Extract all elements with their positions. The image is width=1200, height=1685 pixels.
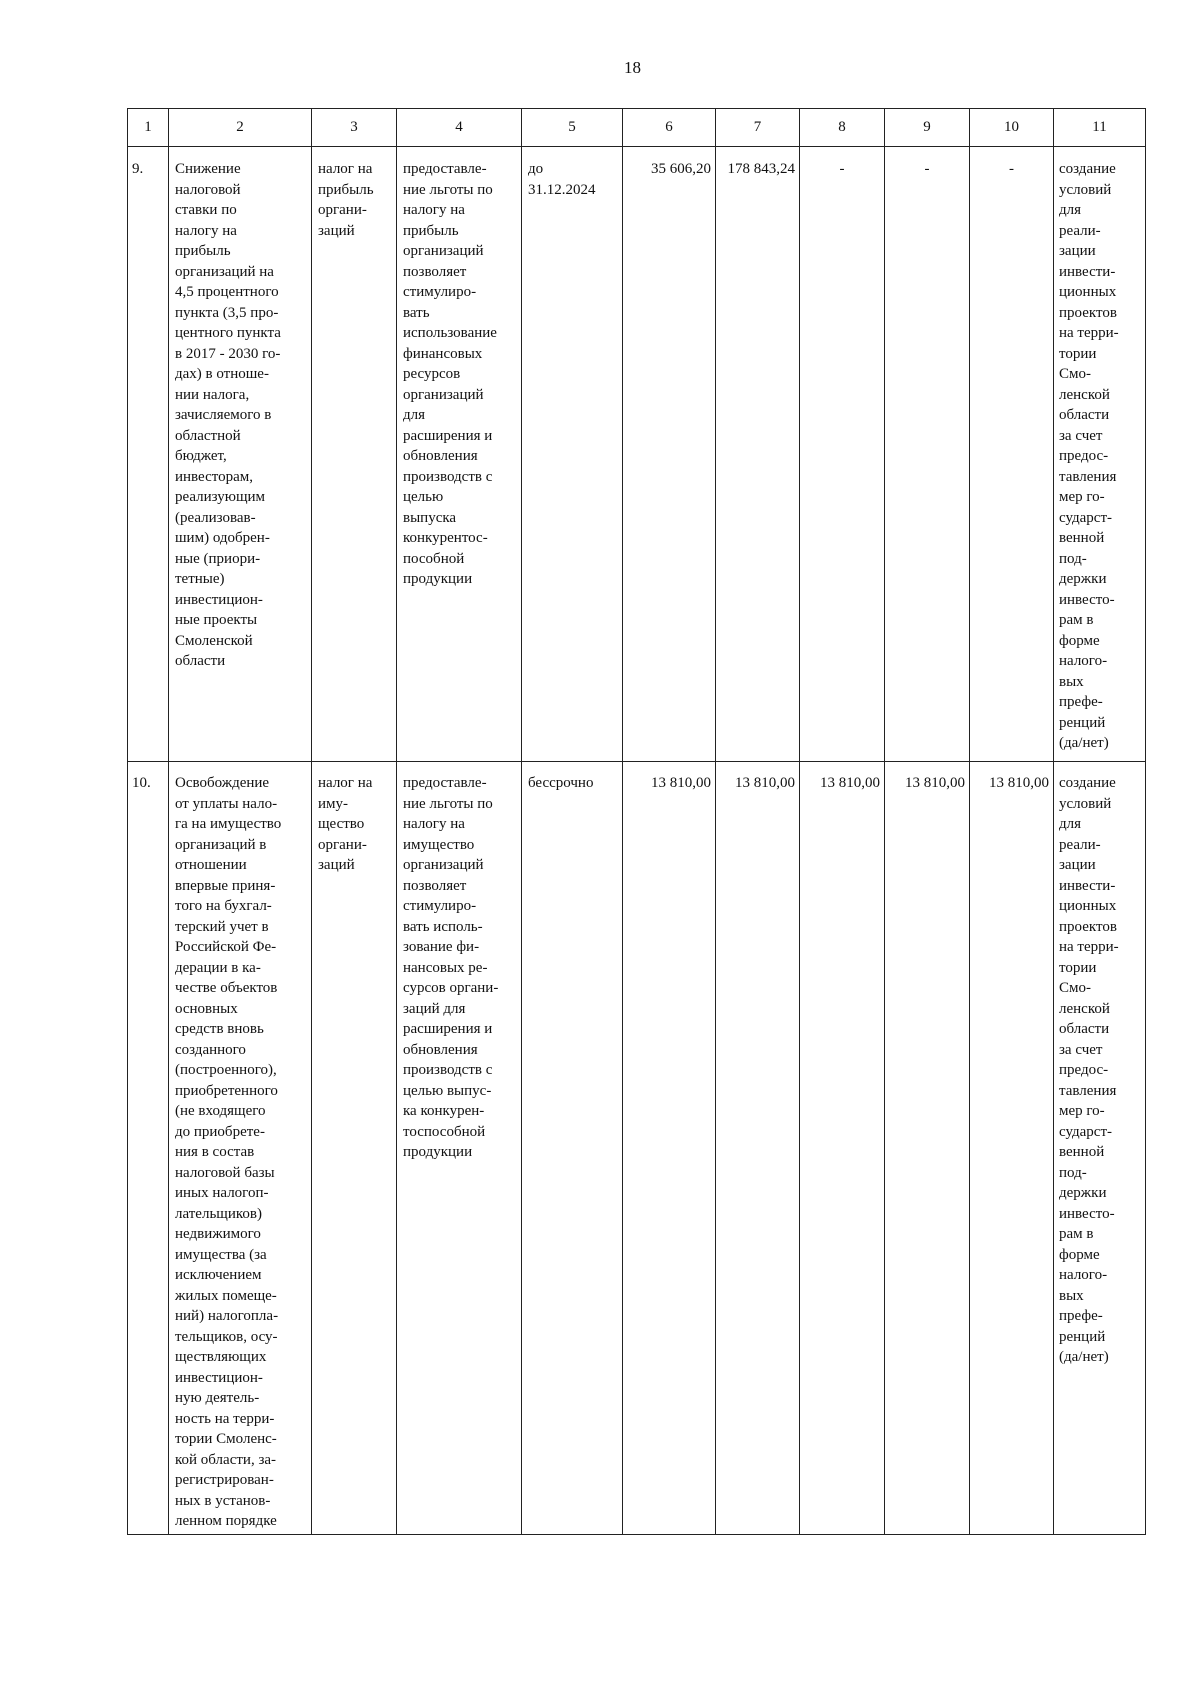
term-text: бессрочно [528,775,594,791]
header-cell: 6 [623,109,716,147]
tax-type-cell [312,762,397,1535]
indicator-cell [1054,762,1146,1535]
row-number-cell: 10. [128,762,169,1535]
row-number-cell: 9. [128,147,169,762]
header-cell: 1 [128,109,169,147]
value-cell-7: 13 810,00 [716,762,800,1535]
header-cell: 4 [397,109,522,147]
value-cell-10: - [970,147,1054,762]
benefit-description-cell [169,147,312,762]
goal-text: предоставле- ние льготы по налогу на имущество организаций позволяет стимулиро- вать исполь- зование фи- нансовых ре- сурсов органи- заций для расширения и обновления производств с целью выпус- ка конкурен- тоспособной продукции [403,775,499,1160]
benefit-description-text: Снижение налоговой ставки по налогу на прибыль организаций на 4,5 процентного пункта (3,5 про- центного пункта в 2017 - 2030 го- дах) в отноше- нии налога, зачисляемого в областной бюджет, инвесторам, реализующим (реализовав- шим) одобрен- ные (приори- тетные) инвестицион- ные проекты Смоленской области [175,161,281,669]
term-cell [522,147,623,762]
value-cell-9: 13 810,00 [885,762,970,1535]
benefits-table [127,108,1146,1535]
benefit-description-text: Освобождение от уплаты нало- га на имущество организаций в отношении впервые приня- того на бухгал- терский учет в Российской Фе- дерации в ка- честве объектов основных средств вновь созданного (построенного), приобретенного (не входящего до приобрете- ния в состав налоговой базы иных налогоп- лательщиков) недвижимого имущества (за исключением жилых помеще- ний) налогопла- тельщиков, осу- ществляющих инвестицион- ную деятель- ность на терри- тории Смоленс- кой области, за- регистрирован- ных в установ- ленном порядке [175,775,282,1529]
header-cell: 8 [800,109,885,147]
goal-text: предоставле- ние льготы по налогу на прибыль организаций позволяет стимулиро- вать использование финансовых ресурсов организаций для расширения и обновления производств с целью выпуска конкурентос- пособной продукции [403,161,497,587]
header-cell: 5 [522,109,623,147]
indicator-cell [1054,147,1146,762]
header-cell: 11 [1054,109,1146,147]
value-cell-6: 35 606,20 [623,147,716,762]
table-header-row [128,109,1146,147]
header-cell: 2 [169,109,312,147]
value-cell-8: 13 810,00 [800,762,885,1535]
value-cell-8: - [800,147,885,762]
header-cell: 3 [312,109,397,147]
header-cell: 10 [970,109,1054,147]
header-cell: 7 [716,109,800,147]
value-cell-7: 178 843,24 [716,147,800,762]
table-row [128,762,1146,1535]
page-number: 18 [624,58,641,77]
value-cell-10: 13 810,00 [970,762,1054,1535]
term-text: до 31.12.2024 [528,161,596,198]
goal-cell [397,147,522,762]
term-cell [522,762,623,1535]
header-cell: 9 [885,109,970,147]
value-cell-6: 13 810,00 [623,762,716,1535]
tax-type-cell [312,147,397,762]
benefit-description-cell [169,762,312,1535]
goal-cell [397,762,522,1535]
indicator-text: создание условий для реали- зации инвести- ционных проектов на терри- тории Смо- ленской области за счет предос- тавления мер го- сударст- венной под- держки инвесто- рам в форме налого- вых префе- ренций (да/нет) [1059,161,1119,751]
tax-type-text: налог на прибыль органи- заций [318,161,374,239]
tax-type-text: налог на иму- щество органи- заций [318,775,373,873]
value-cell-9: - [885,147,970,762]
table-row [128,147,1146,762]
indicator-text: создание условий для реали- зации инвести- ционных проектов на терри- тории Смо- ленской области за счет предос- тавления мер го- сударст- венной под- держки инвесто- рам в форме налого- вых префе- ренций (да/нет) [1059,775,1119,1365]
